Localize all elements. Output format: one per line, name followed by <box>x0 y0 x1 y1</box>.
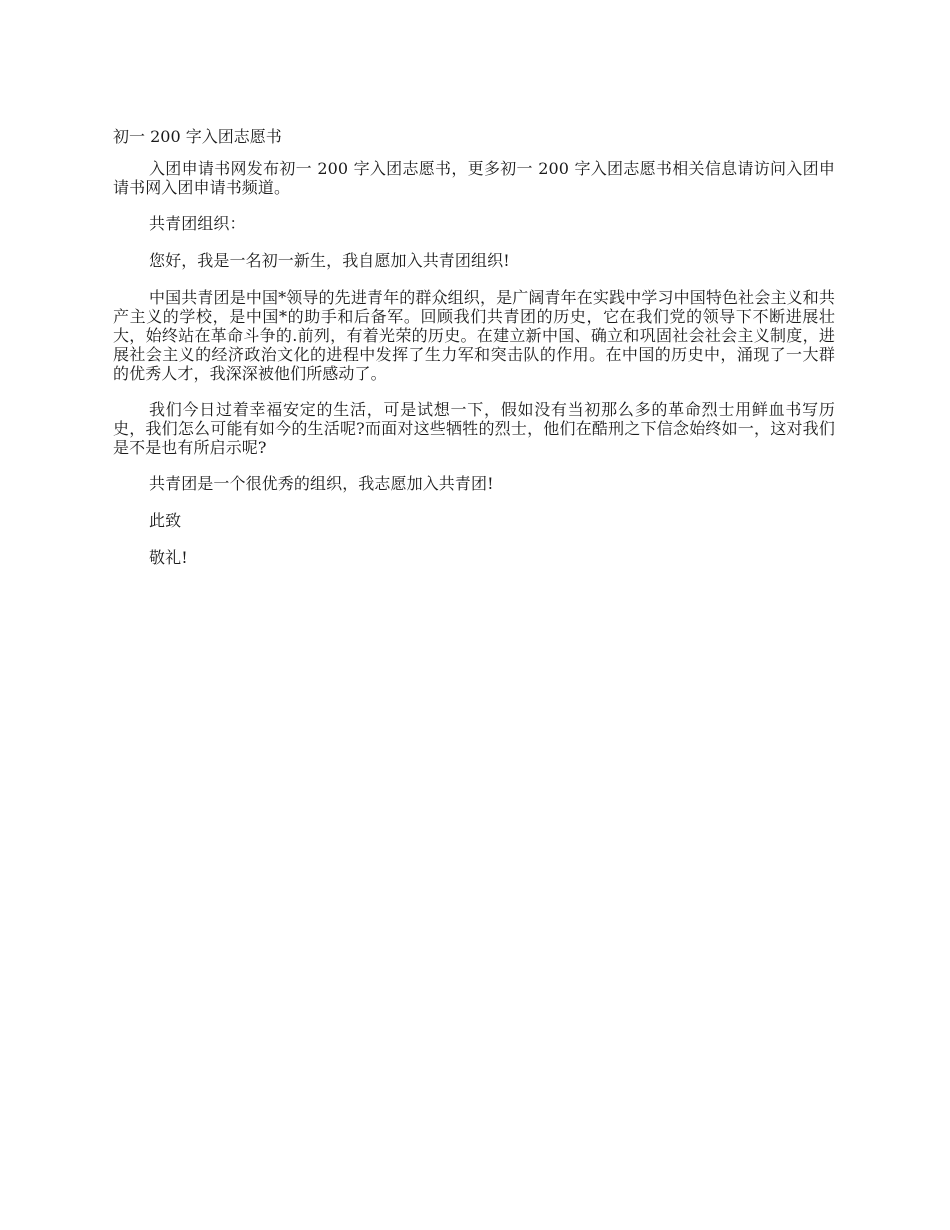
greeting-paragraph: 您好，我是一名初一新生，我自愿加入共青团组织! <box>149 251 510 270</box>
document-title: 初一 200 字入团志愿书 <box>113 127 282 146</box>
closing-jingli: 敬礼! <box>149 548 188 567</box>
salutation: 共青团组织： <box>149 214 246 233</box>
body-paragraph-history: 中国共青团是中国*领导的先进青年的群众组织，是广阔青年在实践中学习中国特色社会主义和共产主义的学校，是中国*的助手和后备军。回顾我们共青团的历史，它在我们党的领导下不断进展壮大，始终站在革命斗争的.前列，有着光荣的历史。在建立新中国、确立和巩固社会社会主义制度，进展社会主义的经济政治文化的进程中发挥了生力军和突击队的作用。在中国的历史中，涌现了一大群的优秀人才，我深深被他们所感动了。 <box>113 288 835 383</box>
body-paragraph-pledge: 共青团是一个很优秀的组织，我志愿加入共青团! <box>149 474 494 493</box>
intro-paragraph: 入团申请书网发布初一 200 字入团志愿书，更多初一 200 字入团志愿书相关信息请访问入团申请书网入团申请书频道。 <box>113 159 835 197</box>
document-page <box>113 127 835 585</box>
closing-cizhi: 此致 <box>149 511 182 530</box>
body-paragraph-reflection: 我们今日过着幸福安定的生活，可是试想一下，假如没有当初那么多的革命烈士用鲜血书写历史，我们怎么可能有如今的生活呢?而面对这些牺牲的烈士，他们在酷刑之下信念始终如一，这对我们是不是也有所启示呢? <box>113 400 835 457</box>
